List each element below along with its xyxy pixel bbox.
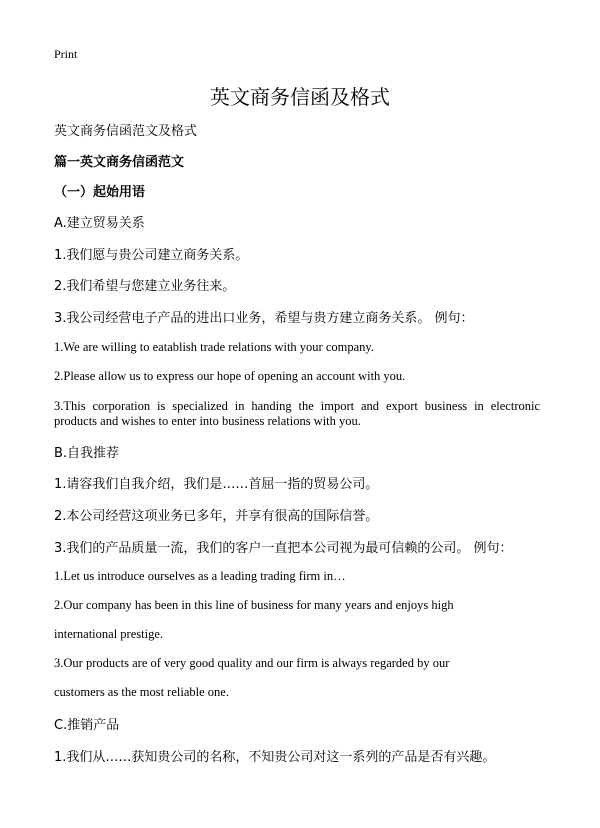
section-heading: 篇一英文商务信函范文 (54, 155, 185, 170)
example-sentence: 2.Please allow us to express our hope of opening an account with you. (54, 369, 406, 383)
print-link[interactable]: Print (54, 47, 78, 61)
example-sentence: 3.This corporation is specialized in handing the import and export business in electronic products and wishes to enter into business relations with you. (54, 399, 540, 428)
paragraph-line: 1.我们从……获知贵公司的名称，不知贵公司对这一系列的产品是否有兴趣。 (54, 750, 496, 765)
subsection-heading: （一）起始用语 (54, 185, 146, 200)
category-heading: A.建立贸易关系 (54, 216, 145, 231)
example-sentence: customers as the most reliable one. (54, 685, 229, 699)
example-sentence: 1.We are willing to eatablish trade relations with your company. (54, 340, 374, 354)
document-title: 英文商务信函及格式 (210, 85, 390, 109)
example-sentence: 3.Our products are of very good quality and our firm is always regarded by our (54, 656, 450, 670)
paragraph-line: 1.请容我们自我介绍，我们是……首屈一指的贸易公司。 (54, 477, 379, 492)
paragraph-line: 3.我们的产品质量一流，我们的客户一直把本公司视为最可信赖的公司。 例句： (54, 541, 513, 556)
example-sentence: 1.Let us introduce ourselves as a leading trading firm in… (54, 569, 346, 583)
paragraph-line: 2.本公司经营这项业务已多年，并享有很高的国际信誉。 (54, 509, 379, 524)
example-sentence: 2.Our company has been in this line of business for many years and enjoys high (54, 598, 454, 612)
paragraph-line: 1.我们愿与贵公司建立商务关系。 (54, 248, 249, 263)
paragraph-line: 2.我们希望与您建立业务往来。 (54, 279, 236, 294)
category-heading: C.推销产品 (54, 718, 120, 733)
category-heading: B.自我推荐 (54, 446, 120, 461)
subtitle: 英文商务信函范文及格式 (54, 124, 198, 139)
example-sentence: international prestige. (54, 627, 163, 641)
paragraph-line: 3.我公司经营电子产品的进出口业务，希望与贵方建立商务关系。 例句： (54, 311, 474, 326)
